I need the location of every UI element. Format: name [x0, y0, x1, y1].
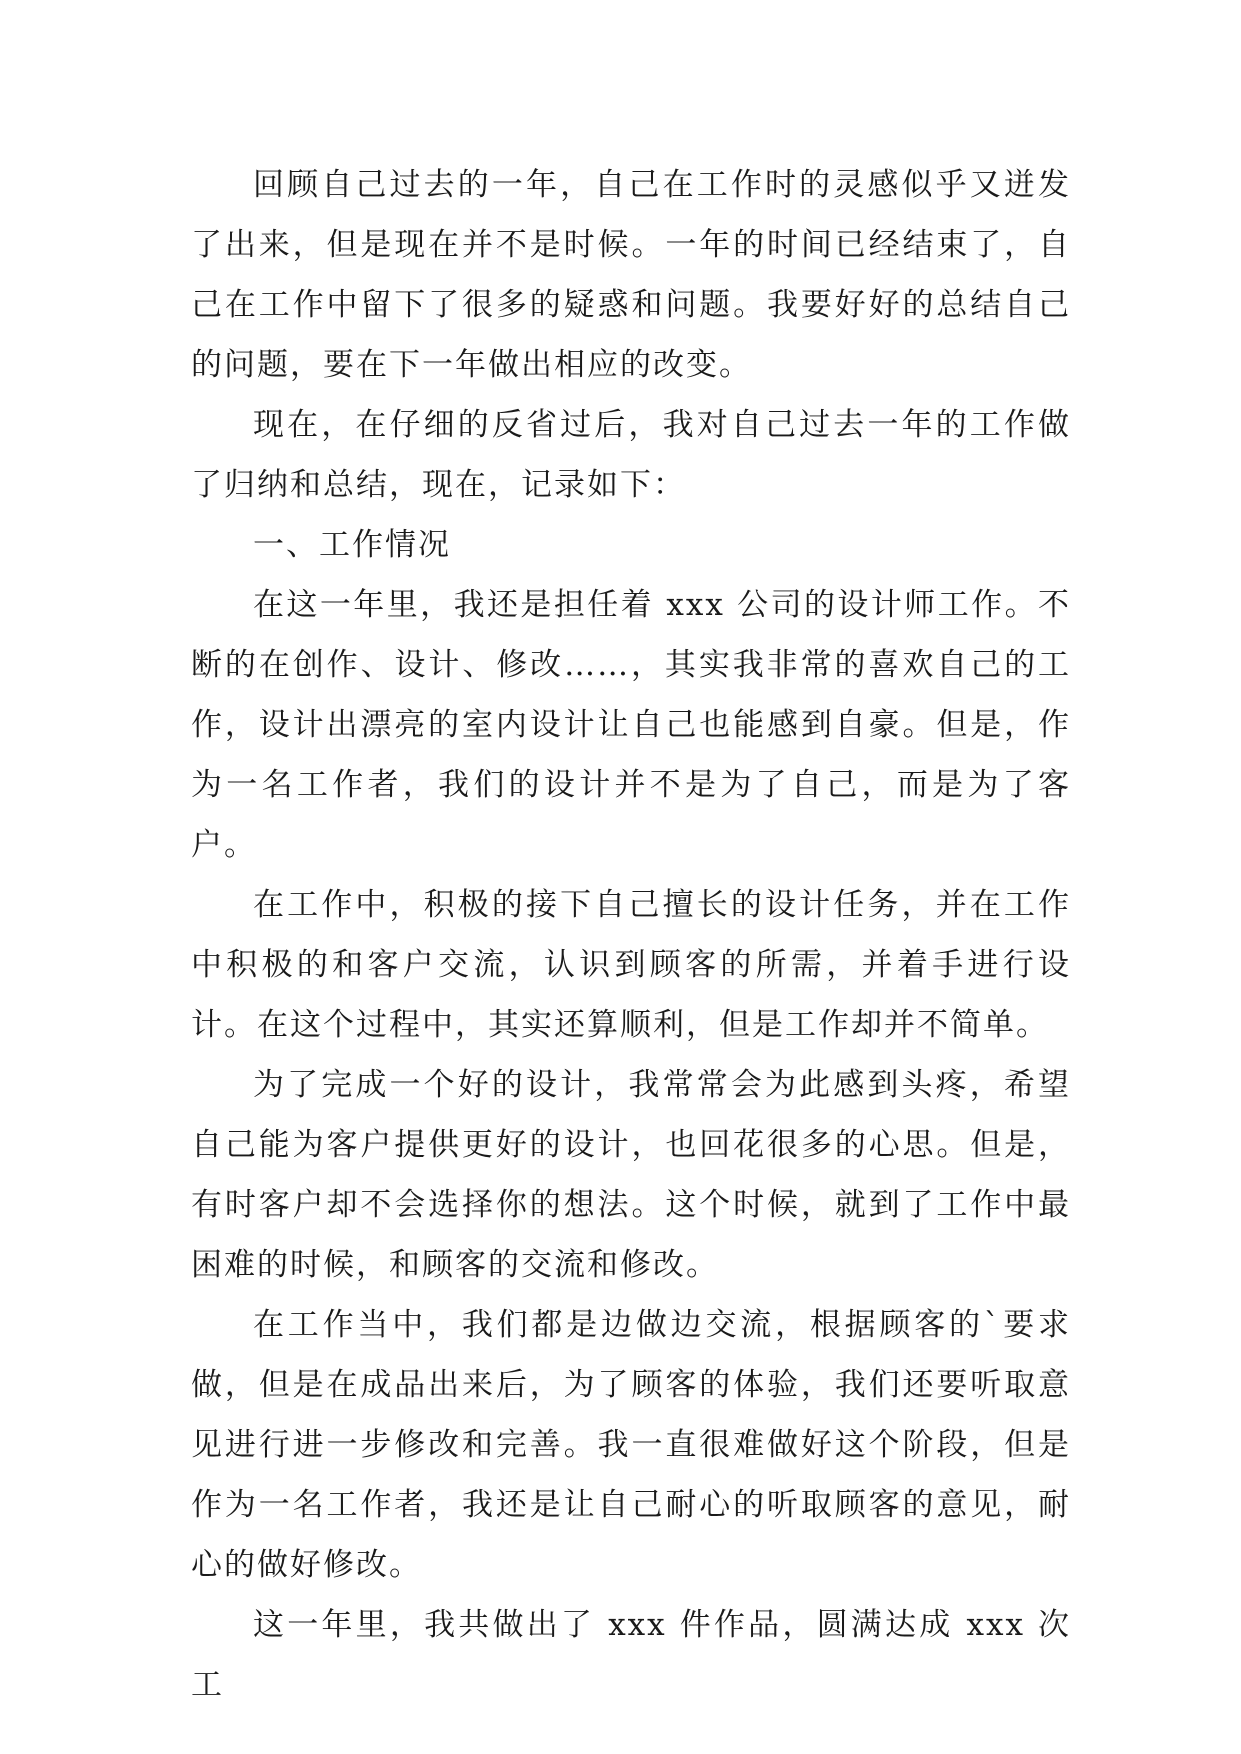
paragraph-designer-role: 在这一年里，我还是担任着 xxx 公司的设计师工作。不断的在创作、设计、修改……，其实我非常的喜欢自己的工作，设计出漂亮的室内设计让自己也能感到自豪。但是，作为一名工作者，我们的设计并不是为了自己，而是为了客户。	[191, 587, 1071, 863]
paragraph-client-communication: 在工作中，积极的接下自己擅长的设计任务，并在工作中积极的和客户交流，认识到顾客的所需，并着手进行设计。在这个过程中，其实还算顺利，但是工作却并不简单。	[191, 887, 1071, 1043]
paragraph-review: 回顾自己过去的一年，自己在工作时的灵感似乎又迸发了出来，但是现在并不是时候。一年的时间已经结束了，自己在工作中留下了很多的疑惑和问题。我要好好的总结自己的问题，要在下一年做出相应的改变。	[191, 167, 1071, 383]
section-heading-work-situation: 一、工作情况	[253, 527, 451, 563]
paragraph-design-difficulty: 为了完成一个好的设计，我常常会为此感到头疼，希望自己能为客户提供更好的设计，也回花很多的心思。但是，有时客户却不会选择你的想法。这个时候，就到了工作中最困难的时候，和顾客的交流和修改。	[191, 1067, 1071, 1283]
paragraph-reflection: 现在，在仔细的反省过后，我对自己过去一年的工作做了归纳和总结，现在，记录如下：	[191, 407, 1071, 503]
paragraph-annual-output: 这一年里，我共做出了 xxx 件作品，圆满达成 xxx 次工	[191, 1607, 1071, 1703]
document-body	[191, 155, 1071, 1715]
paragraph-revision-process: 在工作当中，我们都是边做边交流，根据顾客的`要求做，但是在成品出来后，为了顾客的体验，我们还要听取意见进行进一步修改和完善。我一直很难做好这个阶段，但是作为一名工作者，我还是让自己耐心的听取顾客的意见，耐心的做好修改。	[191, 1307, 1071, 1583]
